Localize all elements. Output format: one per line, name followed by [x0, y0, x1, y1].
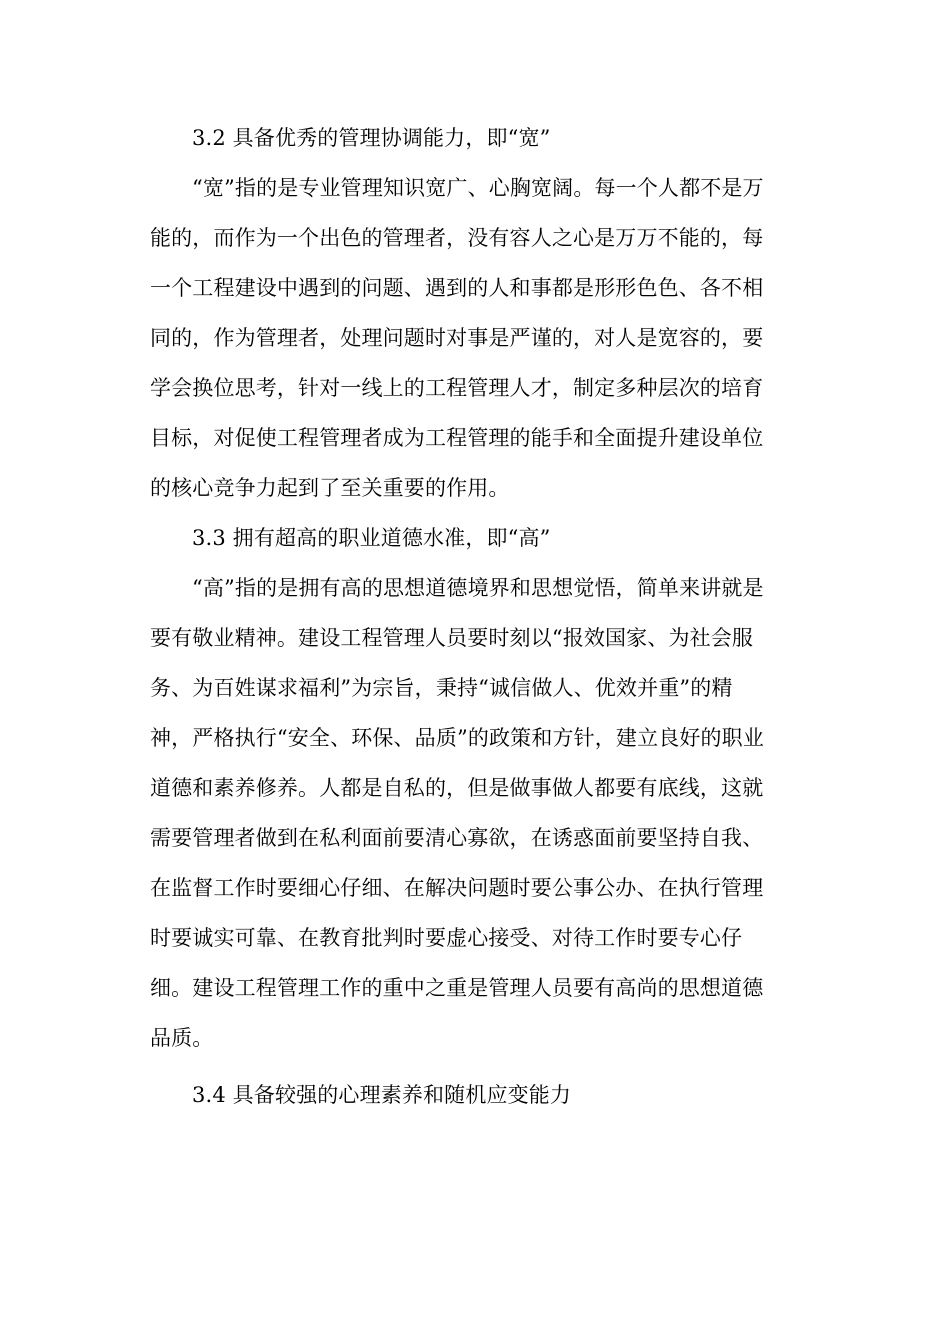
paragraph-line: 一个工程建设中遇到的问题、遇到的人和事都是形形色色、各不相 — [150, 276, 764, 300]
section-heading-3-2: 3.2 具备优秀的管理协调能力，即“宽” — [192, 126, 551, 150]
paragraph-line: 需要管理者做到在私利面前要清心寡欲，在诱惑面前要坚持自我、 — [150, 826, 764, 850]
section-heading-3-4: 3.4 具备较强的心理素养和随机应变能力 — [192, 1083, 572, 1107]
document-body — [150, 113, 805, 1120]
paragraph-line: 能的，而作为一个出色的管理者，没有容人之心是万万不能的，每 — [150, 226, 764, 250]
paragraph-line: “宽”指的是专业管理知识宽广、心胸宽阔。每一个人都不是万 — [192, 176, 764, 200]
paragraph-line: “高”指的是拥有高的思想道德境界和思想觉悟，简单来讲就是 — [192, 576, 764, 600]
paragraph-line: 道德和素养修养。人都是自私的，但是做事做人都要有底线，这就 — [150, 776, 764, 800]
paragraph-line: 目标，对促使工程管理者成为工程管理的能手和全面提升建设单位 — [150, 426, 764, 450]
paragraph-line: 要有敬业精神。建设工程管理人员要时刻以“报效国家、为社会服 — [150, 626, 754, 650]
paragraph-line: 时要诚实可靠、在教育批判时要虚心接受、对待工作时要专心仔 — [150, 926, 743, 950]
paragraph-line: 在监督工作时要细心仔细、在解决问题时要公事公办、在执行管理 — [150, 876, 764, 900]
paragraph-kuan — [150, 163, 805, 513]
paragraph-line: 学会换位思考，针对一线上的工程管理人才，制定多种层次的培育 — [150, 376, 764, 400]
paragraph-line: 品质。 — [150, 1026, 214, 1050]
paragraph-line: 细。建设工程管理工作的重中之重是管理人员要有高尚的思想道德 — [150, 976, 764, 1000]
paragraph-line: 务、为百姓谋求福利”为宗旨，秉持“诚信做人、优效并重”的精 — [150, 676, 733, 700]
section-heading-3-3: 3.3 拥有超高的职业道德水准，即“高” — [192, 526, 551, 550]
paragraph-gao — [150, 563, 805, 1063]
paragraph-line: 的核心竞争力起到了至关重要的作用。 — [150, 476, 510, 500]
paragraph-line: 同的，作为管理者，处理问题时对事是严谨的，对人是宽容的，要 — [150, 326, 764, 350]
paragraph-line: 神，严格执行“安全、环保、品质”的政策和方针，建立良好的职业 — [150, 726, 764, 750]
